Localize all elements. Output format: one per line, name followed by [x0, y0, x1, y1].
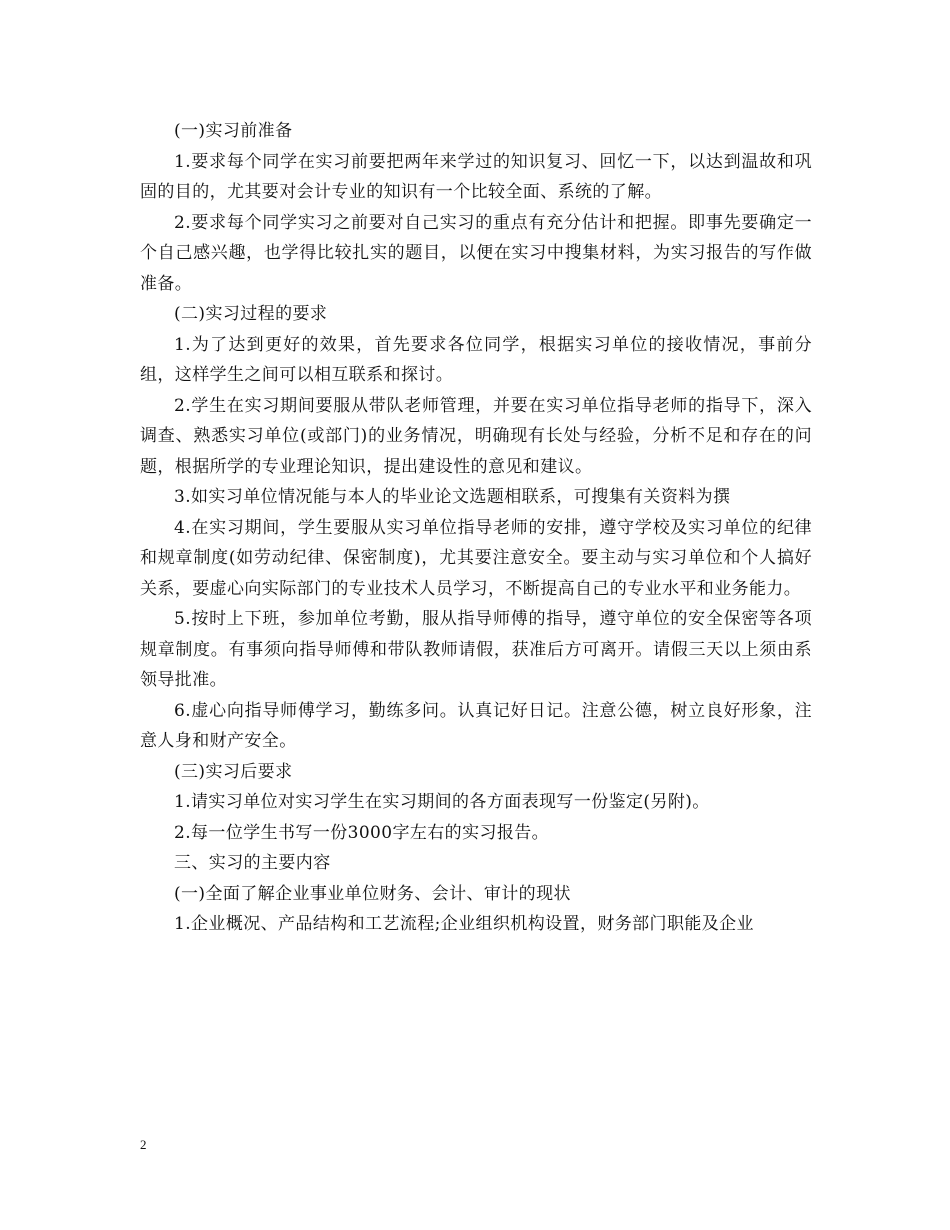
- heading-internship-process-requirements: (二)实习过程的要求: [174, 304, 328, 324]
- paragraph: 1.为了达到更好的效果，首先要求各位同学，根据实习单位的接收情况，事前分组，这样学生之间可以相互联系和探讨。: [140, 334, 812, 385]
- section-heading-main-content: 三、实习的主要内容: [174, 853, 331, 873]
- subheading-understand-status: (一)全面了解企业事业单位财务、会计、审计的现状: [174, 883, 571, 904]
- paragraph: 1.企业概况、产品结构和工艺流程;企业组织机构设置，财务部门职能及企业: [174, 914, 754, 934]
- paragraph: 4.在实习期间，学生要服从实习单位指导老师的安排，遵守学校及实习单位的纪律和规章制度(如劳动纪律、保密制度)，尤其要注意安全。要主动与实习单位和个人搞好关系，要虚心向实际部门的专业技术人员学习，不断提高自己的专业水平和业务能力。: [140, 517, 812, 599]
- paragraph: 6.虚心向指导师傅学习，勤练多问。认真记好日记。注意公德，树立良好形象，注意人身和财产安全。: [140, 700, 812, 751]
- paragraph: 2.要求每个同学实习之前要对自己实习的重点有充分估计和把握。即事先要确定一个自己感兴趣，也学得比较扎实的题目，以便在实习中搜集材料，为实习报告的写作做准备。: [140, 212, 812, 294]
- paragraph: 1.要求每个同学在实习前要把两年来学过的知识复习、回忆一下，以达到温故和巩固的目的，尤其要对会计专业的知识有一个比较全面、系统的了解。: [140, 151, 812, 202]
- heading-post-internship-requirements: (三)实习后要求: [174, 761, 293, 782]
- paragraph: 5.按时上下班，参加单位考勤，服从指导师傅的指导，遵守单位的安全保密等各项规章制度。有事须向指导师傅和带队教师请假，获准后方可离开。请假三天以上须由系领导批准。: [140, 609, 812, 690]
- heading-pre-internship-preparation: (一)实习前准备: [174, 121, 293, 141]
- paragraph: 3.如实习单位情况能与本人的毕业论文选题相联系，可搜集有关资料为撰: [174, 487, 731, 507]
- page-number: 2: [140, 1137, 147, 1152]
- paragraph: 2.每一位学生书写一份3000字左右的实习报告。: [174, 822, 550, 843]
- paragraph: 1.请实习单位对实习学生在实习期间的各方面表现写一份鉴定(另附)。: [174, 792, 710, 812]
- document-body: [140, 116, 812, 940]
- paragraph: 2.学生在实习期间要服从带队老师管理，并要在实习单位指导老师的指导下，深入调查、熟悉实习单位(或部门)的业务情况，明确现有长处与经验，分析不足和存在的问题，根据所学的专业理论知识，提出建设性的意见和建议。: [140, 395, 812, 477]
